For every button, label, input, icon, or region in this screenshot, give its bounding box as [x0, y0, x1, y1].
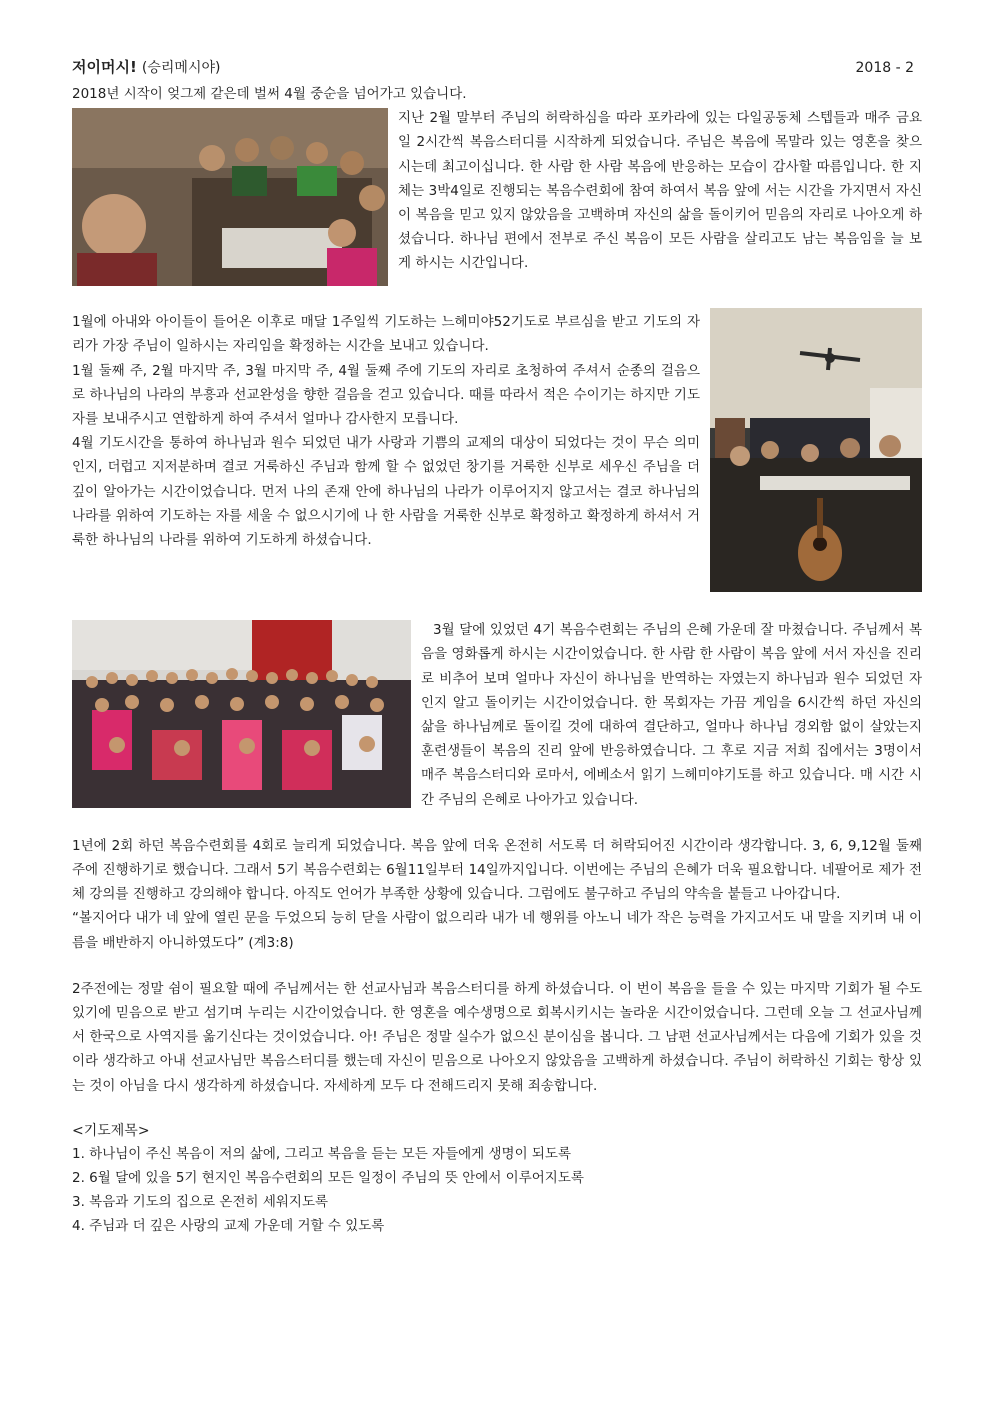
intro-text: 2018년 시작이 엊그제 같은데 벌써 4월 중순을 넘어가고 있습니다. — [72, 86, 467, 102]
issue-date: 2018 - 2 — [855, 60, 914, 76]
section-prayer-p1: 1월에 아내와 아이들이 들어온 이후로 매달 1주일씩 기도하는 느헤미야52기도로 부르심을 받고 기도의 자리가 가장 주님이 일하시는 자리임을 확정하는 시간을 보내고 있습니다. — [72, 314, 700, 355]
header — [72, 56, 922, 82]
prayer-item: 4. 주님과 더 깊은 사랑의 교제 가운데 거할 수 있도록 — [72, 1218, 385, 1235]
prayer-list-title: <기도제목> — [72, 1122, 150, 1139]
page-subtitle: (승리메시야) — [141, 60, 221, 76]
newsletter-page — [72, 56, 922, 1239]
page-title: 저이머시! — [72, 58, 137, 76]
scripture-quote: “볼지어다 내가 네 앞에 열린 문을 두었으되 능히 닫을 사람이 없으리라 내가 네 행위를 아노니 네가 작은 능력을 가지고서도 내 말을 지키며 내 이름을 배반하지 아니하였도다” (계3:8) — [72, 910, 922, 951]
prayer-item: 1. 하나님이 주신 복음이 저의 삶에, 그리고 복음을 듣는 모든 자들에게 생명이 되도록 — [72, 1145, 572, 1162]
section-schedule: 1년에 2회 하던 복음수련회를 4회로 늘리게 되었습니다. 복음 앞에 더욱 온전히 서도록 더 허락되어진 시간이라 생각합니다. 3, 6, 9,12월 둘째 주에 진행하기로 했습니다. 그래서 5기 복음수련회는 6월11일부터 14일까지입니다. 이번에는 주님의 은혜가 더욱 필요합니다. 네팔어로 제가 전체 강의를 진행하고 강의해야 합니다. 아직도 언어가 부족한 상황에 있습니다. 그럼에도 불구하고 주님의 약속을 붙들고 나아갑니다. — [72, 837, 922, 903]
section-prayer-p2: 1월 둘째 주, 2월 마지막 주, 3월 마지막 주, 4월 둘째 주에 기도의 자리로 초청하여 주셔서 순종의 걸음으로 하나님의 나라의 부흥과 선교완성을 향한 걸음을 걷고 있습니다. 때를 따라서 적은 수이기는 하지만 기도자를 보내주시고 연합하게 하여 주셔서 얼마나 감사한지 모릅니다. — [72, 362, 700, 428]
prayer-meeting-photo — [710, 308, 922, 592]
section-bible-study: 지난 2월 말부터 주님의 허락하심을 따라 포카라에 있는 다일공동체 스텝들과 매주 금요일 2시간씩 복음스터디를 시작하게 되었습니다. 주님은 복음에 목말라 있는 영혼을 찾으시는데 최고이십니다. 한 사람 한 사람 복음에 반응하는 모습이 감사할 따름입니다. 한 지체는 3박4일로 진행되는 복음수련회에 참여 하여서 복음 앞에 서는 시간을 가지면서 자신이 복음을 믿고 있지 않았음을 고백하며 자신의 삶을 돌이키어 믿음의 자리로 나아오게 하셨습니다. 하나님 편에서 전부로 주신 복음이 모든 사람을 살리고도 남는 복음임을 늘 보게 하시는 시간입니다. — [398, 110, 922, 272]
retreat-group-photo — [72, 620, 411, 808]
prayer-list — [72, 1142, 922, 1239]
section-missionary: 2주전에는 정말 쉼이 필요할 때에 주님께서는 한 선교사님과 복음스터디를 하게 하셨습니다. 이 번이 복음을 들을 수 있는 마지막 기회가 될 수도 있기에 믿음으로 받고 섬기며 누리는 시간이었습니다. 한 영혼을 예수생명으로 회복시키시는 놀라운 시간이었습니다. 그런데 오늘 그 선교사님께서 한국으로 사역지를 옮기신다는 것이었습니다. 아! 주님은 정말 실수가 없으신 분이심을 봅니다. 그 남편 선교사님께서는 다음에 기회가 있을 것이라 생각하고 아내 선교사님만 복음스터디를 했는데 자신이 믿음으로 나아오지 않았음을 고백하게 하셨습니다. 주님이 허락하신 기회는 항상 있는 것이 아님을 다시 생각하게 하셨습니다. 자세하게 모두 다 전해드리지 못해 죄송합니다. — [72, 980, 922, 1094]
prayer-item: 2. 6월 달에 있을 5기 현지인 복음수련회의 모든 일정이 주님의 뜻 안에서 이루어지도록 — [72, 1170, 584, 1187]
prayer-item: 3. 복음과 기도의 집으로 온전히 세워지도록 — [72, 1194, 329, 1211]
section-prayer-p3: 4월 기도시간을 통하여 하나님과 원수 되었던 내가 사랑과 기쁨의 교제의 대상이 되었다는 것이 무슨 의미인지, 더럽고 지저분하며 결코 거룩하신 주님과 함께 할 수 없었던 창기를 거룩한 신부로 세우신 주님을 더 깊이 알아가는 시간이었습니다. 먼저 나의 존재 안에 하나님의 나라가 이루어지지 않고서는 결코 하나님의 나라를 위하여 기도하는 자를 세울 수 없으시기에 나 한 사람을 거룩한 신부로 확정하고 확정하게 하셔서 거룩한 하나님의 나라를 위하여 기도하게 하셨습니다. — [72, 435, 700, 549]
title-block — [72, 56, 220, 77]
section-retreat: 3월 달에 있었던 4기 복음수련회는 주님의 은혜 가운데 잘 마쳤습니다. 주님께서 복음을 영화롭게 하시는 시간이었습니다. 한 사람 한 사람이 복음 앞에 서서 자신을 진리로 비추어 보며 얼마나 자신이 하나님을 반역하는 자였는지 하나님과 원수 되었던 자인지 알고 돌이키는 시간이었습니다. 한 목회자는 가끔 게임을 6시간씩 하던 자신의 삶을 하나님께로 돌이킬 것에 대하여 결단하고, 얼마나 하나님 경외함 없이 살았는지 훈련생들이 복음의 진리 앞에 반응하였습니다. 그 후로 지금 저희 집에서는 3명이서 매주 복음스터디와 로마서, 에베소서 읽기 느헤미야기도를 하고 있습니다. 매 시간 시간 주님의 은혜로 나아가고 있습니다. — [421, 622, 923, 808]
bible-study-group-photo — [72, 108, 388, 286]
